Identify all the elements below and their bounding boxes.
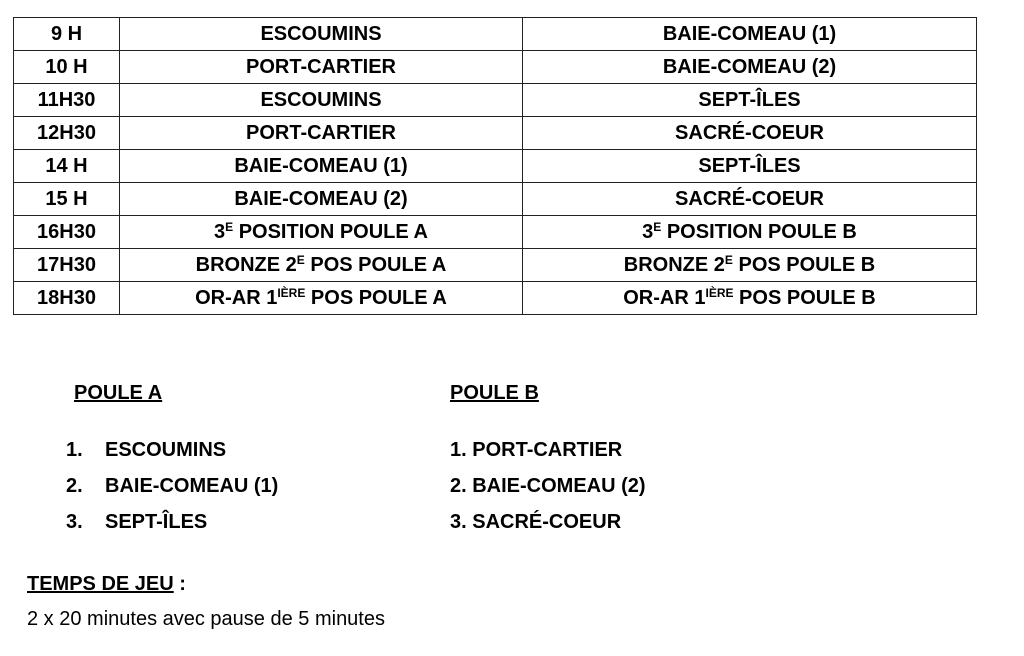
cell-text: 3 [214, 221, 226, 243]
game-time-cell: 14 H [14, 150, 120, 183]
home-team-cell: BAIE-COMEAU (1) [120, 150, 523, 183]
table-row [14, 84, 977, 117]
pool-b-section [450, 380, 646, 533]
list-item [66, 473, 278, 499]
team-name: SEPT-ÎLES [105, 511, 208, 533]
game-time-cell: 12H30 [14, 117, 120, 150]
cell-text: OR-AR 1 [623, 287, 706, 309]
list-item [66, 509, 278, 535]
game-time-cell: 16H30 [14, 216, 120, 249]
list-number: 1. [66, 439, 83, 461]
game-time-heading [27, 571, 385, 597]
away-team-cell: SACRÉ-COEUR [523, 117, 977, 150]
table-row [14, 249, 977, 282]
team-name: BAIE-COMEAU (1) [105, 475, 279, 497]
table-row [14, 183, 977, 216]
pool-a-section [66, 380, 279, 533]
team-name: ESCOUMINS [105, 439, 227, 461]
cell-text: 3 [642, 221, 654, 243]
list-number: 3. [66, 511, 83, 533]
list-item [66, 437, 278, 463]
away-team-cell: SEPT-ÎLES [523, 150, 977, 183]
game-time-cell: 15 H [14, 183, 120, 216]
list-item: 1. PORT-CARTIER [450, 439, 623, 461]
home-team-cell [120, 216, 523, 249]
ordinal-superscript: E [724, 253, 733, 267]
ordinal-superscript: E [653, 220, 662, 234]
cell-text: POSITION POULE B [661, 221, 857, 243]
game-time-cell: 11H30 [14, 84, 120, 117]
cell-text: POS POULE A [304, 254, 447, 276]
game-time-section [27, 571, 385, 632]
away-team-cell: BAIE-COMEAU (2) [523, 51, 977, 84]
game-time-colon: : [173, 573, 186, 595]
away-team-cell [523, 282, 977, 315]
cell-text: POS POULE B [733, 287, 876, 309]
table-row [14, 150, 977, 183]
game-time-cell: 10 H [14, 51, 120, 84]
home-team-cell: PORT-CARTIER [120, 51, 523, 84]
pool-a-title: POULE A [74, 382, 163, 404]
ordinal-superscript: E [225, 220, 234, 234]
cell-text: POS POULE A [305, 287, 447, 309]
home-team-cell: ESCOUMINS [120, 84, 523, 117]
away-team-cell [523, 249, 977, 282]
home-team-cell [120, 249, 523, 282]
away-team-cell: SEPT-ÎLES [523, 84, 977, 117]
pool-b-list [450, 437, 646, 545]
away-team-cell: BAIE-COMEAU (1) [523, 18, 977, 51]
table-row [14, 117, 977, 150]
table-row [14, 18, 977, 51]
pool-a-list [66, 437, 278, 545]
list-item: 3. SACRÉ-COEUR [450, 511, 622, 533]
table-row [14, 51, 977, 84]
list-number: 2. [66, 475, 83, 497]
game-time-text: 2 x 20 minutes avec pause de 5 minutes [27, 608, 385, 630]
game-time-cell: 9 H [14, 18, 120, 51]
pool-b-title: POULE B [450, 382, 539, 404]
away-team-cell: SACRÉ-COEUR [523, 183, 977, 216]
game-time-cell: 17H30 [14, 249, 120, 282]
schedule-table [13, 17, 977, 315]
home-team-cell [120, 282, 523, 315]
cell-text: POS POULE B [732, 254, 876, 276]
table-row [14, 216, 977, 249]
home-team-cell: BAIE-COMEAU (2) [120, 183, 523, 216]
ordinal-superscript: IÈRE [277, 286, 306, 300]
game-time-title: TEMPS DE JEU [27, 573, 174, 595]
cell-text: OR-AR 1 [195, 287, 278, 309]
cell-text: BRONZE 2 [623, 254, 725, 276]
home-team-cell: PORT-CARTIER [120, 117, 523, 150]
game-time-cell: 18H30 [14, 282, 120, 315]
cell-text: POSITION POULE A [233, 221, 428, 243]
ordinal-superscript: E [296, 253, 305, 267]
away-team-cell [523, 216, 977, 249]
table-row [14, 282, 977, 315]
home-team-cell: ESCOUMINS [120, 18, 523, 51]
list-item: 2. BAIE-COMEAU (2) [450, 475, 646, 497]
ordinal-superscript: IÈRE [705, 286, 734, 300]
cell-text: BRONZE 2 [195, 254, 297, 276]
